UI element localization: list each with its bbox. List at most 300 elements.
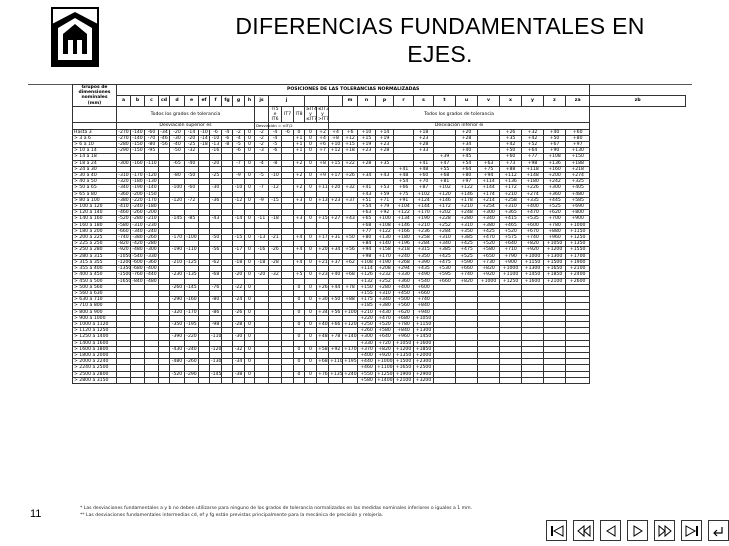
table-cell: +73 (500, 160, 522, 166)
table-cell: +1700 (566, 253, 590, 259)
footnote-2: ** Las desviaciones fundamentales intermedias cd, ef y fg están previstas principalmente para la mecánica de precisión y relojería. (80, 512, 384, 518)
return-button[interactable] (708, 520, 729, 541)
table-cell: 0 (305, 235, 317, 241)
table-cell: +180 (522, 179, 544, 185)
table-cell: -820 (118, 241, 129, 247)
table-cell: -340 (132, 228, 143, 234)
table-cell: +40 (329, 272, 343, 278)
table-cell: +940 (414, 309, 434, 315)
table-body (73, 129, 686, 383)
table-cell: +88 (500, 166, 522, 172)
table-cell (210, 377, 222, 383)
table-cell: +475 (434, 259, 456, 265)
table-cell: +800 (566, 210, 590, 216)
table-cell: 0 (305, 284, 317, 290)
table-cell: -34 (160, 129, 168, 135)
table-cell: +330 (358, 340, 376, 346)
table-cell (269, 377, 282, 383)
table-cell: -600 (132, 259, 143, 265)
table-cell: +300 (544, 185, 566, 191)
table-cell: +19 (376, 135, 394, 141)
row-label: > 80 a 100 (73, 197, 117, 203)
table-cell: -21 (269, 235, 282, 241)
table-cell: -430 (170, 346, 185, 352)
table-cell: +1450 (414, 334, 434, 340)
table-cell: -410 (118, 204, 129, 210)
tolerance-table (72, 84, 686, 384)
first-page-icon (550, 525, 564, 537)
table-cell (199, 377, 210, 383)
row-label: > 400 a 450 (73, 272, 117, 278)
table-cell: +27 (329, 216, 343, 222)
table-cell: -100 (170, 185, 185, 191)
table-cell: +340 (434, 241, 456, 247)
table-cell: -18 (269, 216, 282, 222)
table-cell: +350 (456, 228, 478, 234)
table-cell: +294 (394, 266, 414, 272)
table-cell: +340 (478, 216, 500, 222)
table-cell: +18 (343, 148, 358, 154)
table-cell: +900 (566, 216, 590, 222)
table-cell: +94 (478, 173, 500, 179)
table-cell: +380 (376, 303, 394, 309)
table-cell: +26 (318, 284, 328, 290)
row-label: > 315 a 355 (73, 259, 117, 265)
table-cell: +470 (376, 315, 394, 321)
table-cell: -520 (170, 371, 185, 377)
table-cell: -210 (170, 259, 185, 265)
table-cell: -65 (170, 160, 185, 166)
row-label: > 900 a 1000 (73, 315, 117, 321)
it-label-1: IT5 e IT6 (269, 106, 282, 123)
table-cell: -120 (170, 197, 185, 203)
col-letter-t: s (414, 95, 434, 106)
table-cell: +2400 (566, 272, 590, 278)
table-cell: +240 (344, 371, 357, 377)
table-cell: -190 (170, 247, 185, 253)
table-cell: +310 (500, 204, 522, 210)
table-cell: +170 (344, 346, 357, 352)
table-cell: +920 (376, 352, 394, 358)
table-cell: -110 (211, 334, 222, 340)
table-cell: -80 (145, 142, 159, 148)
table-cell: +425 (478, 228, 500, 234)
table-cell: +600 (522, 222, 544, 228)
table-cell: +43 (343, 216, 358, 222)
table-cell: -2 (255, 142, 269, 148)
table-cell: +80 (566, 135, 590, 141)
table-cell: +76 (318, 371, 328, 377)
table-cell: +5 (294, 272, 305, 278)
table-cell: -540 (132, 253, 143, 259)
table-cell: +124 (414, 197, 434, 203)
table-cell: -20 (210, 160, 222, 166)
table-cell: +1450 (522, 272, 544, 278)
table-cell: +1000 (478, 278, 500, 284)
table-cell: -160 (186, 297, 197, 303)
table-cell: +68 (434, 173, 456, 179)
table-cell: +310 (376, 290, 394, 296)
table-cell: -2 (255, 129, 269, 135)
table-cell: +1100 (377, 365, 393, 371)
table-cell: +1350 (566, 241, 590, 247)
table-cell: +200 (544, 173, 566, 179)
table-cell: -4 (233, 135, 245, 141)
table-cell: +91 (394, 197, 414, 203)
table-cell: +2300 (414, 359, 434, 365)
table-cell: -5 (233, 142, 245, 148)
table-cell: +575 (500, 235, 522, 241)
table-cell: 0 (245, 334, 255, 340)
table-cell: +140 (376, 241, 394, 247)
super-header: POSICIONES DE LAS TOLERANCIAS NORMALIZADAS (117, 85, 590, 96)
table-cell: +520 (376, 321, 394, 327)
table-cell: -30 (233, 334, 245, 340)
previous-page-button[interactable] (600, 520, 621, 541)
table-cell: -76 (210, 284, 222, 290)
table-cell: +450 (394, 290, 414, 296)
table-cell: 0 (305, 359, 317, 365)
table-cell: 0 (245, 216, 255, 222)
table-cell: +135 (330, 371, 343, 377)
table-cell: +1 (294, 148, 305, 154)
table-cell: -840 (132, 278, 143, 284)
table-cell (522, 377, 544, 383)
table-cell: +51 (358, 197, 376, 203)
row-label: > 100 a 120 (73, 204, 117, 210)
table-cell: -46 (160, 135, 168, 141)
table-cell: +640 (500, 241, 522, 247)
table-cell: 0 (294, 359, 305, 365)
table-cell: -30 (210, 185, 222, 191)
col-letter-j: j (269, 95, 305, 106)
table-cell: +2500 (414, 365, 434, 371)
table-cell: 0 (245, 346, 255, 352)
table-cell: +77 (522, 154, 544, 160)
table-cell: -140 (146, 185, 157, 191)
table-cell: -330 (146, 253, 157, 259)
table-cell: +155 (358, 290, 376, 296)
table-cell: +440 (358, 359, 376, 365)
table-cell: -145 (211, 371, 222, 377)
row-label: > 500 a 560 (73, 284, 117, 290)
table-cell: 0 (305, 272, 317, 278)
table-cell: 0 (305, 371, 317, 377)
table-cell: -480 (146, 278, 157, 284)
table-cell: +120 (344, 321, 357, 327)
table-cell: +56 (343, 247, 358, 253)
table-cell: +3 (294, 216, 305, 222)
table-cell: +780 (394, 321, 414, 327)
row-label: > 140 a 160 (73, 216, 117, 222)
table-cell: +620 (544, 210, 566, 216)
table-cell: -130 (211, 359, 222, 365)
table-cell: -8 (269, 160, 282, 166)
table-cell: -260 (170, 284, 185, 290)
col-letter-y: x (500, 95, 522, 106)
table-cell: +360 (394, 278, 414, 284)
table-cell (566, 377, 590, 383)
table-cell: 0 (245, 160, 255, 166)
table-cell: +158 (376, 247, 394, 253)
table-cell: +45 (456, 154, 478, 160)
table-cell: -12 (269, 185, 282, 191)
table-cell: +114 (478, 179, 500, 185)
table-cell: +130 (566, 148, 590, 154)
table-cell: +70 (414, 179, 434, 185)
table-cell: +14 (376, 129, 394, 135)
table-cell: +68 (318, 359, 328, 365)
table-cell: +300 (478, 210, 500, 216)
table-cell: +1100 (500, 272, 522, 278)
table-cell: +196 (394, 241, 414, 247)
last-page-button[interactable] (681, 520, 702, 541)
table-cell: +44 (329, 284, 343, 290)
table-cell: -280 (146, 241, 157, 247)
table-cell: +20 (318, 247, 328, 253)
table-cell: +77 (358, 228, 376, 234)
table-cell: +700 (544, 216, 566, 222)
row-label: > 250 a 280 (73, 247, 117, 253)
table-cell: -60 (145, 129, 159, 135)
table-cell: +172 (434, 204, 456, 210)
table-cell: -260 (186, 359, 197, 365)
table-cell: -170 (186, 309, 197, 315)
table-cell: +1150 (566, 228, 590, 234)
table-cell: -7 (255, 185, 269, 191)
table-cell: +520 (500, 228, 522, 234)
row-label: > 14 a 18 (73, 154, 117, 160)
previous-section-button[interactable] (573, 520, 594, 541)
table-cell: +170 (414, 210, 434, 216)
table-cell: -740 (118, 235, 129, 241)
table-cell: +47 (434, 160, 456, 166)
table-cell: +42 (522, 135, 544, 141)
table-cell (544, 377, 566, 383)
table-cell: +208 (376, 266, 394, 272)
table-cell: +48 (318, 334, 328, 340)
table-cell (478, 377, 500, 383)
next-page-button[interactable] (627, 520, 648, 541)
table-cell: +214 (478, 197, 500, 203)
table-cell: +820 (522, 241, 544, 247)
table-cell: +500 (394, 297, 414, 303)
table-cell: -86 (210, 309, 222, 315)
col-letter-ef: ef (199, 95, 210, 106)
table-cell (305, 377, 317, 383)
table-cell: 0 (305, 197, 317, 203)
table-cell (343, 377, 358, 383)
table-cell: -150 (132, 142, 143, 148)
table-cell: +840 (394, 328, 414, 334)
table-cell: -1350 (118, 266, 132, 272)
table-cell: 0 (305, 321, 317, 327)
table-cell: -50 (185, 173, 199, 179)
table-cell: +880 (544, 228, 566, 234)
table-cell: 0 (294, 284, 305, 290)
table-cell: +720 (376, 340, 394, 346)
table-cell: -200 (146, 210, 157, 216)
table-cell: -2 (233, 129, 245, 135)
table-cell: -5 (255, 173, 269, 179)
table-cell: +1600 (414, 340, 434, 346)
group-header: Grupos de dimensiones nominales (mm) (73, 85, 117, 107)
table-cell: -350 (170, 321, 185, 327)
table-cell: +122 (376, 228, 394, 234)
table-cell: +40 (318, 321, 328, 327)
table-cell (294, 377, 305, 383)
table-cell: +37 (329, 259, 343, 265)
table-cell (185, 377, 199, 383)
table-cell: +20 (329, 185, 343, 191)
col-letter-f: f (210, 95, 222, 106)
footnotes (80, 506, 550, 519)
table-cell: +54 (456, 160, 478, 166)
table-cell: +6 (317, 142, 329, 148)
table-cell: +740 (522, 235, 544, 241)
table-cell: -340 (118, 185, 129, 191)
it-label-2: IT7 (282, 106, 294, 123)
table-cell: -290 (170, 297, 185, 303)
table-cell: -140 (132, 129, 143, 135)
table-cell: +140 (344, 334, 357, 340)
table-cell: +1200 (544, 247, 566, 253)
table-cell: +218 (566, 166, 590, 172)
table-cell: 0 (245, 148, 255, 154)
table-cell: +530 (434, 266, 456, 272)
table-cell: -195 (186, 321, 197, 327)
table-cell: +59 (376, 191, 394, 197)
row-label: > 800 a 900 (73, 309, 117, 315)
table-cell: +104 (394, 204, 414, 210)
table-cell: -135 (186, 272, 197, 278)
col-letter-n: m (343, 95, 358, 106)
first-page-button[interactable] (546, 520, 567, 541)
table-cell: -20 (170, 129, 185, 135)
table-cell: +445 (544, 197, 566, 203)
table-cell: 0 (245, 135, 255, 141)
next-section-button[interactable] (654, 520, 675, 541)
table-cell: +252 (434, 222, 456, 228)
table-cell: +680 (394, 315, 414, 321)
table-cell: +32 (522, 129, 544, 135)
table-cell: +1300 (414, 328, 434, 334)
table-cell: -2 (255, 135, 269, 141)
table-cell: -480 (132, 247, 143, 253)
table-cell: 0 (294, 297, 305, 303)
table-cell: +2000 (414, 352, 434, 358)
table-cell: -100 (186, 235, 197, 241)
table-cell: +580 (376, 328, 394, 334)
table-cell: +9 (317, 173, 329, 179)
table-cell (317, 377, 329, 383)
table-cell: -9 (233, 173, 245, 179)
dev-sup-header: Desviación superior es (117, 123, 255, 129)
row-label: > 1250 a 1400 (73, 334, 117, 340)
table-cell: +19 (358, 142, 376, 148)
table-cell: -170 (132, 173, 143, 179)
table-cell: +710 (500, 247, 522, 253)
table-row (73, 377, 686, 383)
table-cell: +100 (344, 309, 357, 315)
table-cell: -80 (170, 173, 185, 179)
table-cell: -1500 (118, 272, 132, 278)
table-cell: -43 (210, 216, 222, 222)
table-cell (456, 377, 478, 383)
table-cell: +102 (434, 185, 456, 191)
table-cell: -280 (132, 216, 143, 222)
table-cell: +112 (500, 173, 522, 179)
table-cell: +13 (318, 197, 328, 203)
table-cell: -260 (132, 210, 143, 216)
table-cell: -56 (160, 142, 168, 148)
table-cell: +150 (358, 284, 376, 290)
table-cell: -40 (170, 142, 185, 148)
table-cell: +102 (414, 191, 434, 197)
table-cell: +10 (329, 142, 343, 148)
table-cell: +122 (456, 185, 478, 191)
table-cell: -38 (233, 371, 245, 377)
table-cell: -18 (200, 142, 208, 148)
table-cell: 0 (245, 185, 255, 191)
table-cell: +26 (343, 173, 358, 179)
table-cell: 0 (305, 185, 317, 191)
table-cell: +43 (358, 191, 376, 197)
table-cell: +620 (394, 309, 414, 315)
table-cell: -6 (282, 129, 294, 135)
row-label: > 2800 a 3150 (73, 377, 117, 383)
table-cell: +660 (434, 278, 456, 284)
table-cell (222, 377, 233, 383)
table-cell: +300 (358, 334, 376, 340)
table-cell: +12 (329, 148, 343, 154)
row-label: > 450 a 500 (73, 278, 117, 284)
table-cell: +37 (343, 197, 358, 203)
col-letter-h: h (245, 95, 255, 106)
js-note: Desviación = ±IT/2 (256, 123, 293, 129)
table-cell: +315 (414, 247, 434, 253)
table-cell: +405 (566, 185, 590, 191)
table-cell: +108 (358, 259, 376, 265)
table-cell: +120 (434, 191, 456, 197)
table-cell: +1050 (414, 315, 434, 321)
table-cell: +210 (414, 222, 434, 228)
table-cell: +31 (329, 235, 343, 241)
table-cell: +66 (329, 321, 343, 327)
table-cell: 0 (245, 129, 255, 135)
table-cell: 0 (305, 142, 317, 148)
tolerance-table-container (72, 84, 686, 504)
table-cell: +23 (414, 135, 434, 141)
table-cell: +400 (394, 284, 414, 290)
table-cell: -4 (222, 129, 233, 135)
table-cell (329, 377, 343, 383)
table-cell: -380 (118, 197, 129, 203)
table-cell: +228 (434, 216, 456, 222)
table-cell: +1150 (414, 321, 434, 327)
table-cell: +34 (329, 247, 343, 253)
table-cell: -360 (118, 191, 129, 197)
table-cell: +580 (478, 247, 500, 253)
table-cell: +4 (294, 259, 305, 265)
table-cell: +34 (318, 309, 328, 315)
table-cell: +134 (394, 216, 414, 222)
table-cell (159, 377, 170, 383)
table-row (73, 135, 686, 141)
col-letter-p: n (358, 95, 376, 106)
table-cell: -290 (118, 148, 129, 154)
col-letter-m (329, 95, 343, 106)
